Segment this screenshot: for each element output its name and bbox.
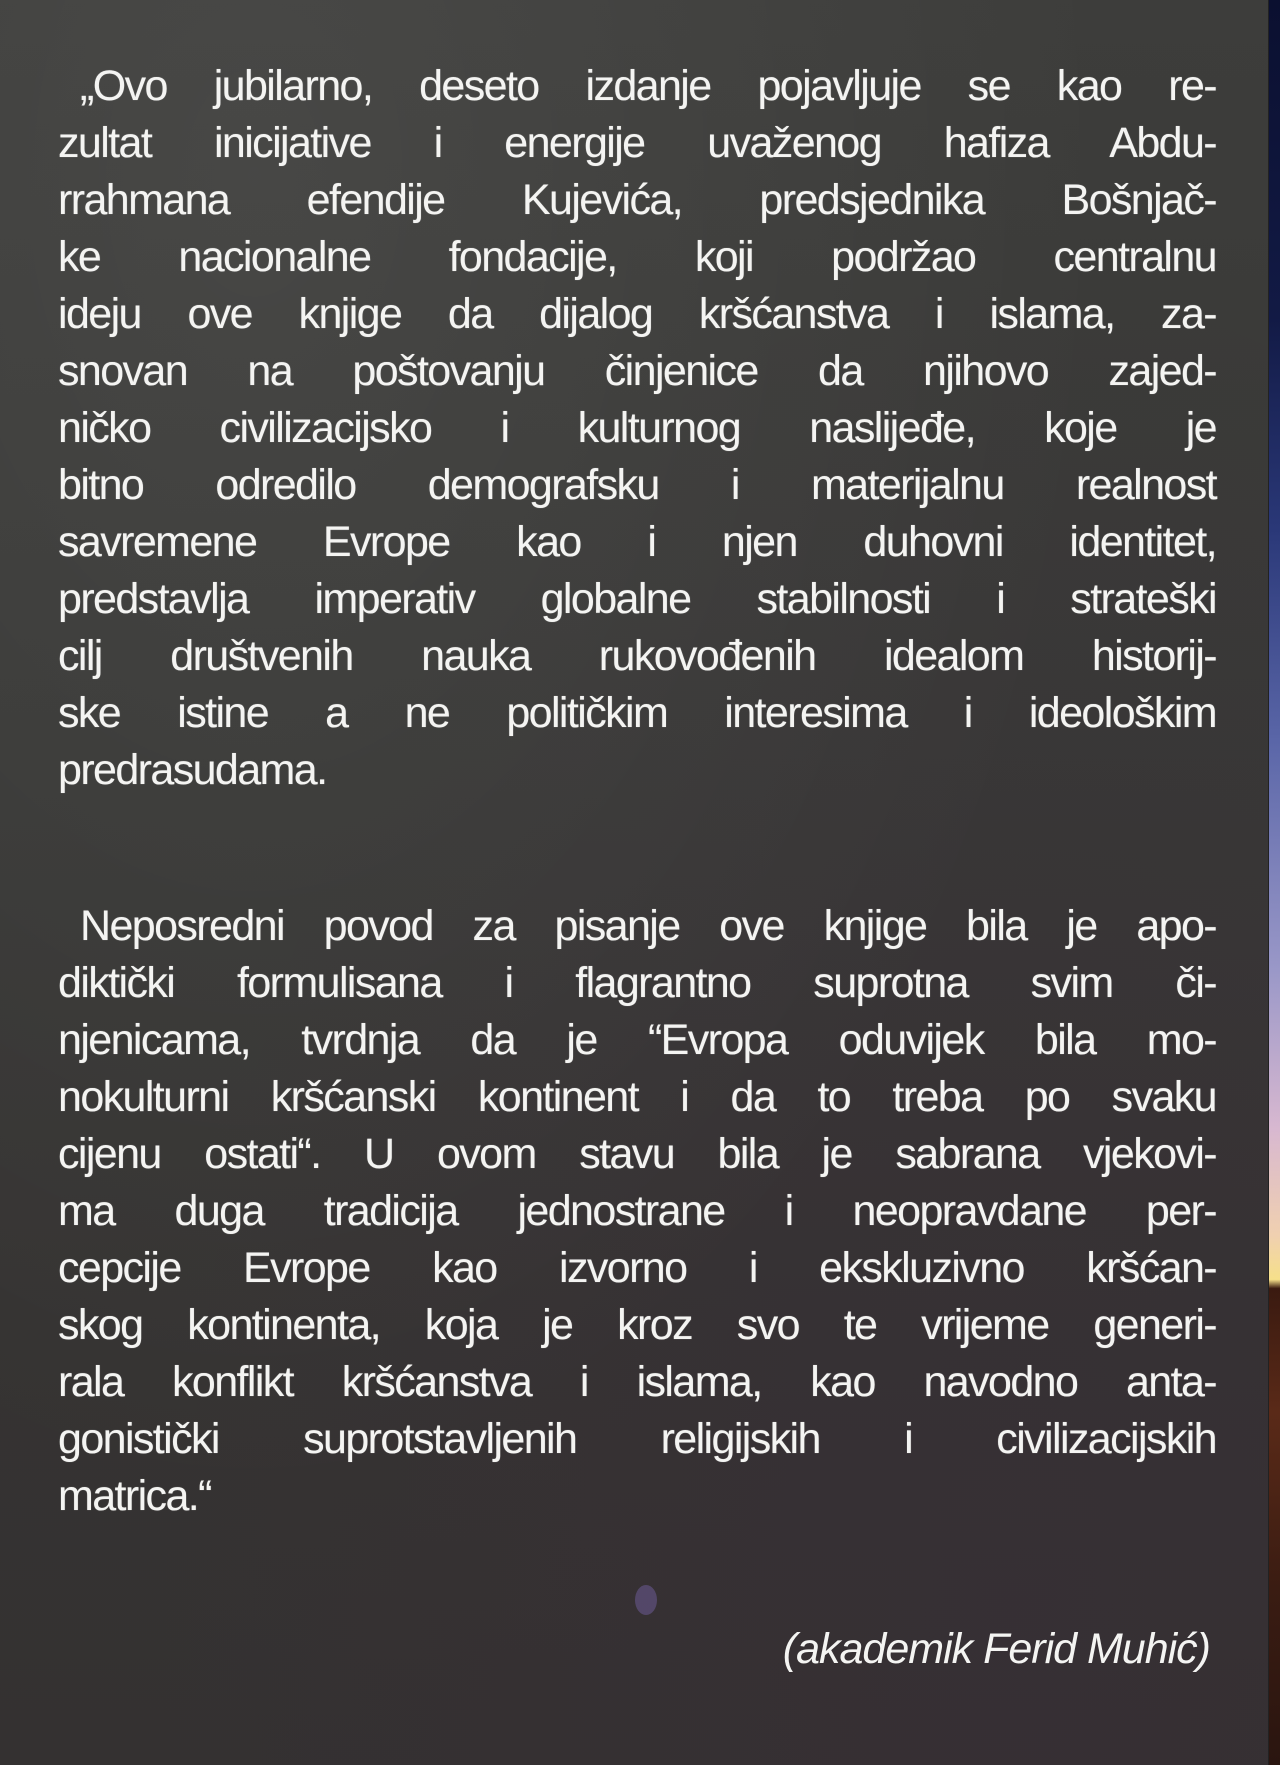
text-line: cijenu ostati“. U ovom stavu bila je sabrana vjekovi-: [58, 1130, 1216, 1178]
text-line: predstavlja imperativ globalne stabilnosti i strateški: [58, 575, 1216, 623]
text-line: skog kontinenta, koja je kroz svo te vrijeme generi-: [58, 1301, 1216, 1349]
text-line: cilj društvenih nauka rukovođenih idealom historij-: [58, 632, 1216, 680]
text-line: zultat inicijative i energije uvaženog hafiza Abdu-: [58, 119, 1216, 167]
text-line: ma duga tradicija jednostrane i neopravdane per-: [58, 1187, 1216, 1235]
text-line: Neposredni povod za pisanje ove knjige bila je apo-: [80, 902, 1216, 950]
text-line: gonistički suprotstavljenih religijskih i civilizacijskih: [58, 1415, 1216, 1463]
text-line: diktički formulisana i flagrantno suprotna svim či-: [58, 959, 1216, 1007]
text-line: rala konflikt kršćanstva i islama, kao navodno anta-: [58, 1358, 1216, 1406]
text-line: bitno odredilo demografsku i materijalnu realnost: [58, 461, 1216, 509]
background-photo-edge: [1268, 0, 1280, 1765]
text-line: ke nacionalne fondacije, koji podržao centralnu: [58, 233, 1216, 281]
print-speck: [635, 1585, 657, 1615]
text-line: savremene Evrope kao i njen duhovni identitet,: [58, 518, 1216, 566]
text-line: snovan na poštovanju činjenice da njihovo zajed-: [58, 347, 1216, 395]
text-line: nokulturni kršćanski kontinent i da to treba po svaku: [58, 1073, 1216, 1121]
text-line: njenicama, tvrdnja da je “Evropa oduvijek bila mo-: [58, 1016, 1216, 1064]
paragraph-1: [58, 58, 1216, 799]
text-line: predrasudama.: [58, 746, 327, 794]
text-line: „Ovo jubilarno, deseto izdanje pojavljuje se kao re-: [80, 62, 1216, 110]
text-line: rrahmana efendije Kujevića, predsjednika Bošnjač-: [58, 176, 1216, 224]
text-line: matrica.“: [58, 1472, 211, 1520]
text-line: ničko civilizacijsko i kulturnog naslijeđe, koje je: [58, 404, 1216, 452]
text-line: ske istine a ne političkim interesima i ideološkim: [58, 689, 1216, 737]
text-line: ideju ove knjige da dijalog kršćanstva i islama, za-: [58, 290, 1216, 338]
paragraph-2: [58, 898, 1216, 1525]
text-line: cepcije Evrope kao izvorno i ekskluzivno kršćan-: [58, 1244, 1216, 1292]
author-signature: (akademik Ferid Muhić): [782, 1625, 1210, 1673]
